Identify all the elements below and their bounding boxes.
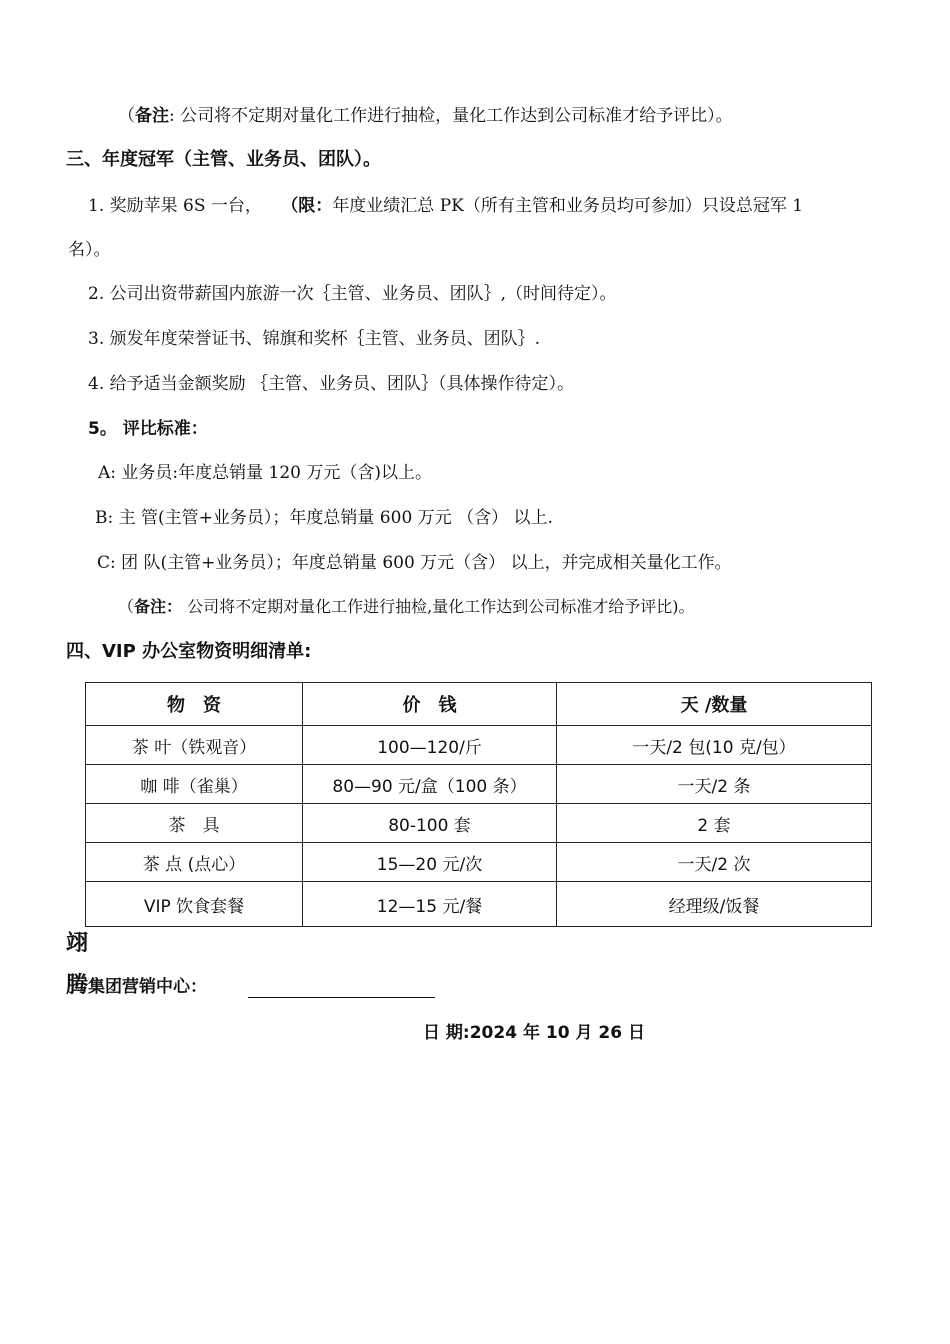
note-paren: （ [118,106,135,126]
award-item-3: 3. 颁发年度荣誉证书、锦旗和奖杯｛主管、业务员、团队｝. [88,329,541,349]
criteria-b: B: 主 管(主管+业务员）；年度总销量 600 万元 （含） 以上. [95,508,553,528]
cell-quantity: 一天/2 条 [557,765,872,804]
table-header-row [86,683,872,726]
award-item-1-limit: （限： [281,196,333,216]
cell-price: 100—120/斤 [303,726,557,765]
award-item-1-text: 1. 奖励苹果 6S 一台， [88,196,262,216]
supplies-table [85,682,872,927]
table-row [86,804,872,843]
header-price: 价 钱 [303,683,557,726]
company-name-char-2: 腾 [66,973,89,998]
section3-heading: 三、年度冠军（主管、业务员、团队）。 [66,149,381,170]
section3-note-label: 备注： [134,597,183,616]
award-item-2: 2. 公司出资带薪国内旅游一次｛主管、业务员、团队｝,（时间待定）。 [88,284,617,304]
header-item: 物 资 [86,683,303,726]
note-text: : 公司将不定期对量化工作进行抽检，量化工作达到公司标准才给予评比）。 [169,106,733,126]
award-item-1 [88,194,803,218]
note-label: 备注 [135,106,169,126]
award-item-1-detail: 年度业绩汇总 PK（所有主管和业务员均可参加）只设总冠军 1 [332,196,804,216]
table-row [86,765,872,804]
company-signature-line [66,974,207,999]
signature-underline [248,997,435,998]
criteria-a: A: 业务员:年度总销量 120 万元（含)以上。 [98,463,433,483]
section3-note-text: 公司将不定期对量化工作进行抽检,量化工作达到公司标准才给予评比)。 [182,597,695,616]
top-note [118,104,733,128]
award-item-5: 5。 评比标准： [88,419,208,439]
cell-price: 15—20 元/次 [303,843,557,882]
cell-item: 咖 啡（雀巢） [86,765,303,804]
cell-price: 80—90 元/盒（100 条） [303,765,557,804]
header-quantity: 天 /数量 [557,683,872,726]
section3-note [118,595,694,619]
company-name-char-1: 翊 [66,931,89,956]
cell-quantity: 2 套 [557,804,872,843]
criteria-c: C: 团 队(主管+业务员）；年度总销量 600 万元（含） 以上，并完成相关量化工作。 [97,553,732,573]
table-row [86,882,872,927]
cell-item: 茶 具 [86,804,303,843]
org-label: 集团营销中心： [88,977,208,997]
cell-quantity: 一天/2 包(10 克/包） [557,726,872,765]
table-row [86,843,872,882]
section3-note-paren: （ [118,597,135,616]
cell-price: 80-100 套 [303,804,557,843]
cell-quantity: 经理级/饭餐 [557,882,872,927]
award-item-4: 4. 给予适当金额奖励 ｛主管、业务员、团队｝（具体操作待定）。 [88,374,575,394]
cell-price: 12—15 元/餐 [303,882,557,927]
cell-item: 茶 点 (点心） [86,843,303,882]
cell-item: VIP 饮食套餐 [86,882,303,927]
table-row [86,726,872,765]
section4-heading: 四、VIP 办公室物资明细清单: [66,641,312,662]
document-date: 日 期:2024 年 10 月 26 日 [423,1023,645,1043]
cell-quantity: 一天/2 次 [557,843,872,882]
award-item-1-cont: 名）。 [68,240,111,260]
cell-item: 茶 叶（铁观音） [86,726,303,765]
